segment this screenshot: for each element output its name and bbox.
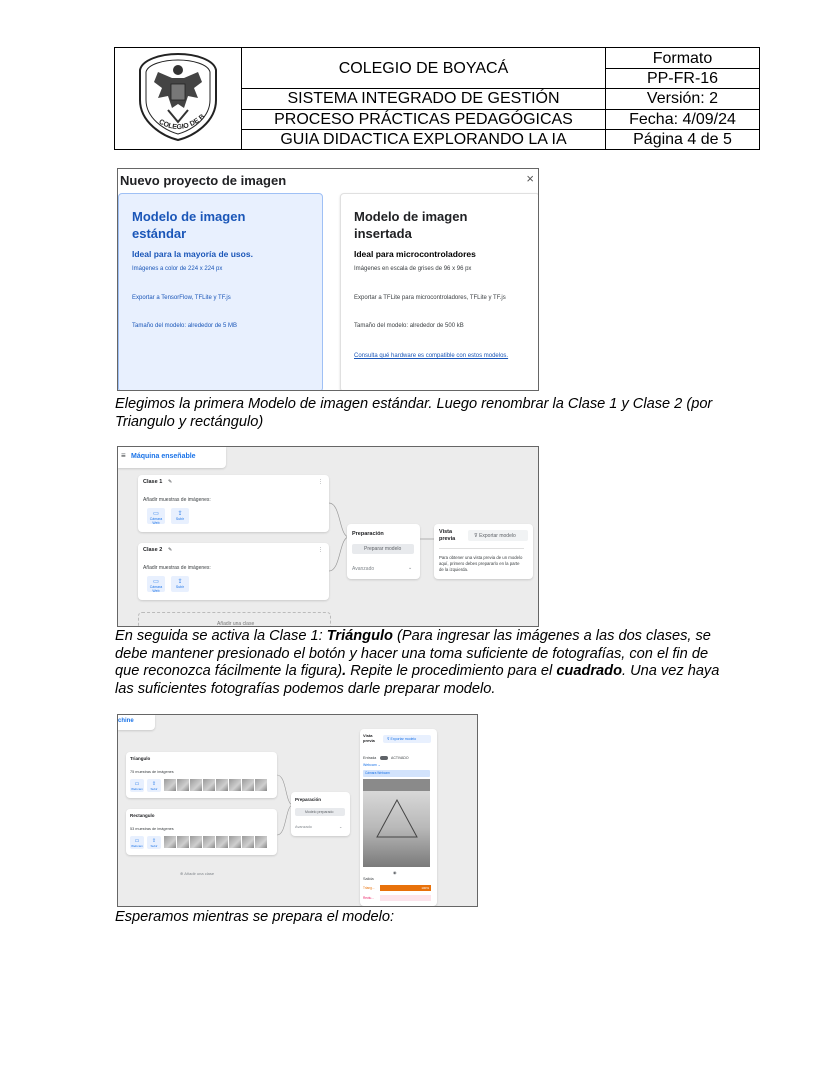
output-bar-track	[380, 885, 431, 891]
add-class-button[interactable]	[138, 612, 331, 627]
sample-thumbnail	[242, 836, 254, 848]
page-number: Página 4 de 5	[606, 129, 760, 149]
edit-icon[interactable]: ✎	[168, 547, 173, 553]
upload-label: Subir	[150, 844, 158, 848]
sample-thumbnail	[229, 836, 241, 848]
output-label: Salida	[363, 877, 374, 881]
export-text: Exportar modelo	[479, 533, 516, 539]
class-name[interactable]: Clase 2	[143, 547, 163, 553]
dialog-title: Nuevo proyecto de imagen	[120, 173, 287, 188]
guide-name: GUIA DIDACTICA EXPLORANDO LA IA	[242, 129, 606, 149]
format-code: PP-FR-16	[606, 69, 760, 89]
triangle-drawing	[373, 797, 421, 841]
train-model-label: Preparar modelo	[364, 546, 402, 552]
sample-thumbnail	[255, 779, 267, 791]
sample-thumbnail	[190, 836, 202, 848]
system-name: SISTEMA INTEGRADO DE GESTIÓN	[242, 89, 606, 109]
date: Fecha: 4/09/24	[606, 109, 760, 129]
chevron-down-icon[interactable]: ⌄	[339, 824, 343, 829]
output-bar-value: 100%	[421, 886, 429, 890]
training-title: Preparación	[352, 531, 384, 537]
caption-2-bold: .	[342, 663, 347, 679]
upload-icon: ⇪	[177, 511, 183, 517]
sample-thumbnail	[229, 779, 241, 791]
upload-label: Subir	[150, 787, 158, 791]
webcam-button[interactable]	[147, 576, 165, 592]
sample-thumbnail	[242, 779, 254, 791]
output-bar-track	[380, 895, 431, 901]
caption-1: Elegimos la primera Modelo de imagen estándar. Luego renombrar la Clase 1 y Clase 2 (por Triangulo y rectángulo)	[115, 396, 713, 430]
sample-count: 53 muestras de imágenes	[130, 827, 174, 831]
embedded-model-card[interactable]	[340, 193, 539, 391]
camera-icon: ▭	[153, 511, 159, 517]
output-class-label: Rectu...	[363, 896, 374, 900]
export-label: ⊽ Exportar modelo	[387, 737, 417, 741]
preview-title: Vista previa	[363, 733, 375, 743]
upload-icon: ⇪	[177, 579, 183, 585]
class-card	[138, 475, 329, 532]
webcam-button[interactable]	[147, 508, 165, 524]
webcam-label: Cámara Web	[149, 517, 163, 525]
close-icon[interactable]: ×	[526, 171, 534, 186]
standard-model-line: Imágenes a color de 224 x 224 px	[132, 266, 223, 272]
app-header	[118, 715, 155, 730]
preview-title: Vista previa	[439, 529, 456, 542]
input-state: ACTIVADO	[391, 756, 409, 760]
menu-icon[interactable]: ≡	[121, 451, 126, 460]
advanced-label[interactable]: Avanzado	[295, 825, 312, 829]
embedded-model-line: Tamaño del modelo: alrededor de 500 kB	[354, 323, 464, 329]
class-name[interactable]: Rectangulo	[130, 813, 155, 818]
webcam-label: Cámara Web	[149, 585, 163, 593]
embedded-model-title: Modelo de imagen insertada	[354, 209, 468, 241]
add-class-label: Añadir una clase	[217, 621, 255, 627]
class-card	[126, 752, 277, 798]
input-toggle[interactable]	[380, 756, 388, 760]
upload-icon: ⇪	[151, 781, 157, 787]
upload-label: Subir	[175, 585, 185, 589]
advanced-label[interactable]: Avanzado	[352, 566, 375, 572]
trained-model-button[interactable]	[295, 808, 345, 816]
upload-button[interactable]	[147, 836, 161, 849]
trained-model-label: Modelo preparado	[305, 810, 334, 814]
webcam-label: Webcam	[131, 787, 143, 791]
embedded-model-subtitle: Ideal para microcontroladores	[354, 249, 476, 259]
caption-2-text: . Una vez haya las suficientes fotografías podemos darle preparar modelo.	[115, 663, 720, 697]
app-title: chine	[118, 718, 134, 724]
standard-model-card[interactable]	[118, 193, 323, 391]
edit-icon[interactable]: ✎	[168, 479, 173, 485]
more-icon[interactable]: ⋮	[318, 547, 323, 553]
upload-button[interactable]	[171, 576, 189, 592]
caption-2-text: (Para ingresar las imágenes a las dos clases, se debe mantener presionado el botón y hacer una toma suficiente de fotografías, con el fin de que reconozca fácilmente la figura)	[115, 628, 711, 679]
standard-model-line: Exportar a TensorFlow, TFLite y TF.js	[132, 295, 231, 301]
class-card	[138, 543, 329, 600]
sample-count: 75 muestras de imágenes	[130, 770, 174, 774]
export-label: ⊽ Exportar modelo	[474, 533, 516, 539]
camera-select[interactable]	[363, 770, 430, 777]
training-title: Preparación	[295, 797, 322, 802]
input-label: Entrada	[363, 756, 377, 760]
upload-label: Subir	[175, 517, 185, 521]
connector-line	[420, 537, 434, 541]
caption-2-text: Repite le procedimiento para el	[346, 663, 557, 679]
class-name[interactable]: Clase 1	[143, 479, 163, 485]
trained-model-screenshot	[117, 714, 478, 907]
sample-thumbnail	[164, 779, 176, 791]
export-text: Exportar modelo	[390, 737, 417, 741]
standard-model-line: Tamaño del modelo: alrededor de 5 MB	[132, 323, 238, 329]
document-header	[114, 47, 760, 150]
sample-thumbnail	[203, 779, 215, 791]
sample-thumbnail	[255, 836, 267, 848]
app-header	[118, 447, 226, 468]
connector-lines	[329, 497, 349, 577]
sample-thumbnail	[177, 779, 189, 791]
compatible-hardware-link[interactable]: Consulta qué hardware es compatible con estos modelos.	[354, 353, 509, 359]
version: Versión: 2	[606, 89, 760, 109]
flip-icon[interactable]: ◉	[393, 870, 397, 875]
standard-model-subtitle: Ideal para la mayoría de usos.	[132, 249, 253, 259]
add-class-label: Añadir una clase	[184, 871, 215, 876]
teachable-machine-screenshot	[117, 446, 539, 627]
camera-icon: ▭	[134, 781, 140, 787]
camera-icon: ▭	[134, 838, 140, 844]
new-image-project-screenshot	[117, 168, 539, 391]
class-card	[126, 809, 277, 855]
school-crest-logo	[128, 48, 228, 144]
preview-panel	[434, 524, 533, 579]
sample-thumbnail	[190, 779, 202, 791]
webcam-label: Webcam	[131, 844, 143, 848]
camera-value: Cámara Webcam	[365, 771, 390, 775]
camera-icon: ▭	[153, 579, 159, 585]
sample-thumbnail	[216, 779, 228, 791]
embedded-model-line: Exportar a TFLite para microcontroladores, TFLite y TF.js	[354, 295, 506, 301]
svg-text:COLEGIO DE BOYACÁ: COLEGIO DE B	[157, 113, 207, 132]
embedded-model-line: Imágenes en escala de grises de 96 x 96 px	[354, 266, 472, 272]
add-samples-label: Añadir muestras de imágenes:	[143, 497, 211, 503]
app-title: Máquina enseñable	[131, 453, 196, 460]
webcam-preview	[363, 779, 430, 867]
caption-2-bold: Triángulo	[326, 628, 393, 644]
standard-model-title: Modelo de imagen estándar	[132, 209, 246, 241]
export-model-button[interactable]	[383, 735, 431, 743]
caption-3: Esperamos mientras se prepara el modelo:	[115, 909, 395, 925]
training-panel	[347, 524, 420, 579]
add-class-button[interactable]: ⊕ Añadir una clase	[180, 871, 215, 876]
source-select[interactable]: Webcam ⌄	[363, 763, 381, 767]
class-name[interactable]: Triangulo	[130, 756, 151, 761]
format-label: Formato	[606, 48, 760, 69]
upload-icon: ⇪	[151, 838, 157, 844]
upload-button[interactable]	[147, 779, 161, 792]
export-model-button[interactable]	[468, 530, 528, 541]
caption-2	[115, 628, 725, 698]
output-class-label: Triang...	[363, 886, 375, 890]
sample-thumbnail	[203, 836, 215, 848]
upload-button[interactable]	[171, 508, 189, 524]
webcam-button[interactable]	[130, 779, 144, 792]
preview-text: Para obtener una vista previa de un modelo aquí, primero debes prepararlo en la parte de la izquierda.	[439, 555, 523, 572]
training-panel	[291, 792, 350, 836]
caption-2-text: En seguida se activa la Clase 1:	[115, 628, 327, 644]
process-name: PROCESO PRÁCTICAS PEDAGÓGICAS	[242, 109, 606, 129]
logo-cell	[115, 48, 242, 150]
preview-panel	[360, 729, 437, 906]
source-value: Webcam	[363, 763, 377, 767]
train-model-button[interactable]	[352, 544, 414, 554]
sample-thumbnail	[216, 836, 228, 848]
more-icon[interactable]: ⋮	[318, 479, 323, 485]
caption-2-bold: cuadrado	[556, 663, 622, 679]
institution-name: COLEGIO DE BOYACÁ	[242, 48, 606, 89]
webcam-button[interactable]	[130, 836, 144, 849]
add-samples-label: Añadir muestras de imágenes:	[143, 565, 211, 571]
sample-thumbnail	[177, 836, 189, 848]
sample-thumbnail	[164, 836, 176, 848]
chevron-down-icon[interactable]: ⌄	[408, 565, 413, 571]
